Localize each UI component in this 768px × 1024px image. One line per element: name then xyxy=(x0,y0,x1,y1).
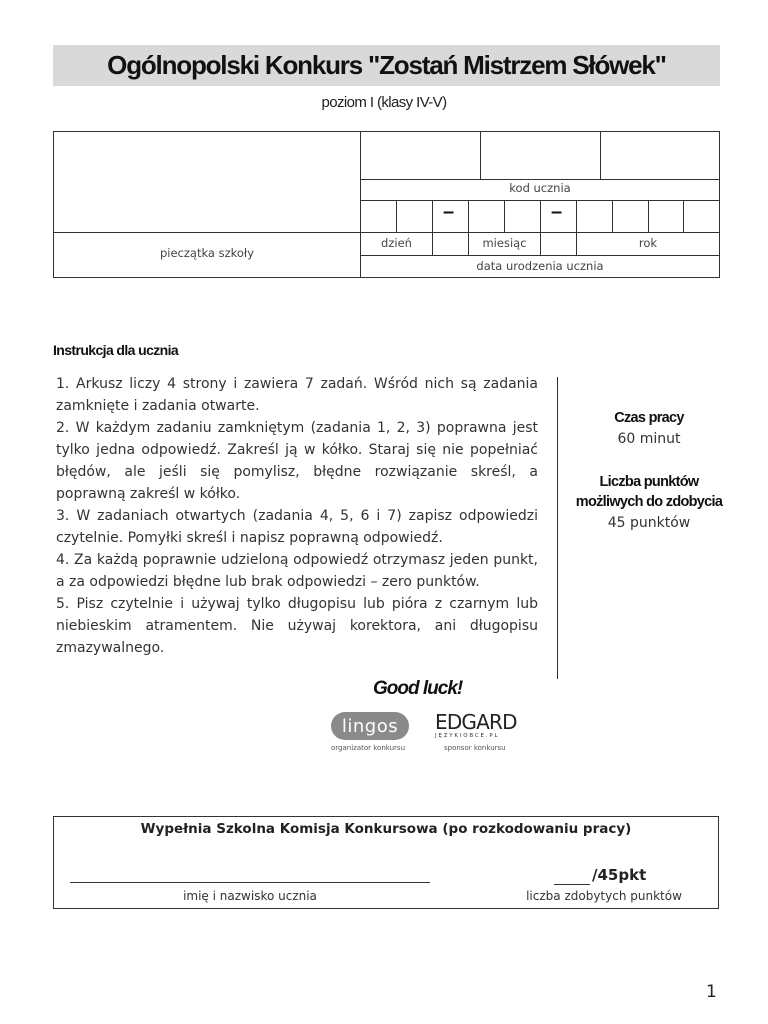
commission-title: Wypełnia Szkolna Komisja Konkursowa (po rozkodowaniu pracy) xyxy=(140,821,632,837)
birth-digit-month-2[interactable] xyxy=(504,200,541,233)
birth-digit-year-4[interactable] xyxy=(683,200,720,233)
lingos-caption: organizator konkursu xyxy=(331,744,406,752)
page-title: Ogólnopolski Konkurs "Zostań Mistrzem Słówek" xyxy=(107,50,666,80)
lingos-logo xyxy=(331,712,409,740)
instruction-item: 1. Arkusz liczy 4 strony i zawiera 7 zadań. Wśród nich są zadania zamknięte i zadania otwarte. xyxy=(56,376,538,414)
good-luck-text: Good luck! xyxy=(373,678,463,699)
score-max: /45pkt xyxy=(592,866,647,884)
birth-digit-year-2[interactable] xyxy=(612,200,649,233)
work-time-block xyxy=(570,408,728,450)
max-points-block xyxy=(570,472,728,534)
instruction-item: 2. W każdym zadaniu zamkniętym (zadania 1, 2, 3) poprawna jest tylko jedna odpowiedź. Zakreśl ją w kółko. Staraj się nie popełniać błędów, ale jeśli się pomylisz, błędne rozwiązanie skreśl, a poprawną zakreśl w kółko. xyxy=(56,420,538,502)
student-code-box-1[interactable] xyxy=(360,131,481,180)
day-spacer-cell xyxy=(432,232,469,256)
stamp-divider xyxy=(53,232,361,233)
commission-box xyxy=(53,816,719,909)
instruction-item: 3. W zadaniach otwartych (zadania 4, 5, 6 i 7) zapisz odpowiedzi czytelnie. Pomyłki skreśl i napisz poprawną odpowiedź. xyxy=(56,508,538,546)
score-line[interactable] xyxy=(554,884,590,885)
work-time-value: 60 minut xyxy=(617,431,681,447)
birth-digit-year-3[interactable] xyxy=(648,200,684,233)
edgard-caption: sponsor konkursu xyxy=(444,744,506,752)
birth-digit-day-1[interactable] xyxy=(360,200,397,233)
school-stamp-label: pieczątka szkoły xyxy=(159,246,255,260)
edgard-logo-text: EDGARD xyxy=(435,710,517,734)
page-number: 1 xyxy=(706,982,717,1002)
instructions-divider xyxy=(557,377,558,679)
score-label: liczba zdobytych punktów xyxy=(526,889,682,903)
instructions-heading: Instrukcja dla ucznia xyxy=(53,342,179,358)
work-time-title: Czas pracy xyxy=(614,410,684,426)
instruction-item: 5. Pisz czytelnie i używaj tylko długopisu lub pióra z czarnym lub niebieskim atramentem. Nie używaj korektora, ani długopisu zmazywalnego. xyxy=(56,596,538,656)
student-code-label: kod ucznia xyxy=(509,181,571,195)
birth-dash-1: – xyxy=(443,201,455,223)
max-points-value: 45 punktów xyxy=(607,515,691,531)
birth-digit-day-2[interactable] xyxy=(396,200,433,233)
month-label: miesiąc xyxy=(482,236,527,250)
year-label: rok xyxy=(638,236,658,250)
student-code-box-3[interactable] xyxy=(600,131,720,180)
title-bar xyxy=(53,45,720,86)
edgard-logo-subtext: JĘZYKIOBCE.PL xyxy=(435,733,500,739)
birth-date-label: data urodzenia ucznia xyxy=(476,259,604,273)
birth-dash-2: – xyxy=(551,201,563,223)
lingos-logo-text: lingos xyxy=(341,715,399,737)
instruction-item: 4. Za każdą poprawnie udzieloną odpowiedź otrzymasz jeden punkt, a za odpowiedzi błędne lub brak odpowiedzi – zero punktów. xyxy=(56,552,538,590)
page-subtitle: poziom I (klasy IV-V) xyxy=(321,94,447,111)
student-name-line[interactable] xyxy=(70,882,430,883)
day-label: dzień xyxy=(381,236,412,250)
student-code-box-2[interactable] xyxy=(480,131,601,180)
instructions-list xyxy=(56,373,538,659)
edgard-logo xyxy=(435,712,525,740)
student-name-label: imię i nazwisko ucznia xyxy=(183,889,317,903)
month-spacer-cell xyxy=(540,232,577,256)
max-points-title: Liczba punktów możliwych do zdobycia xyxy=(575,474,723,510)
birth-digit-month-1[interactable] xyxy=(468,200,505,233)
birth-digit-year-1[interactable] xyxy=(576,200,613,233)
